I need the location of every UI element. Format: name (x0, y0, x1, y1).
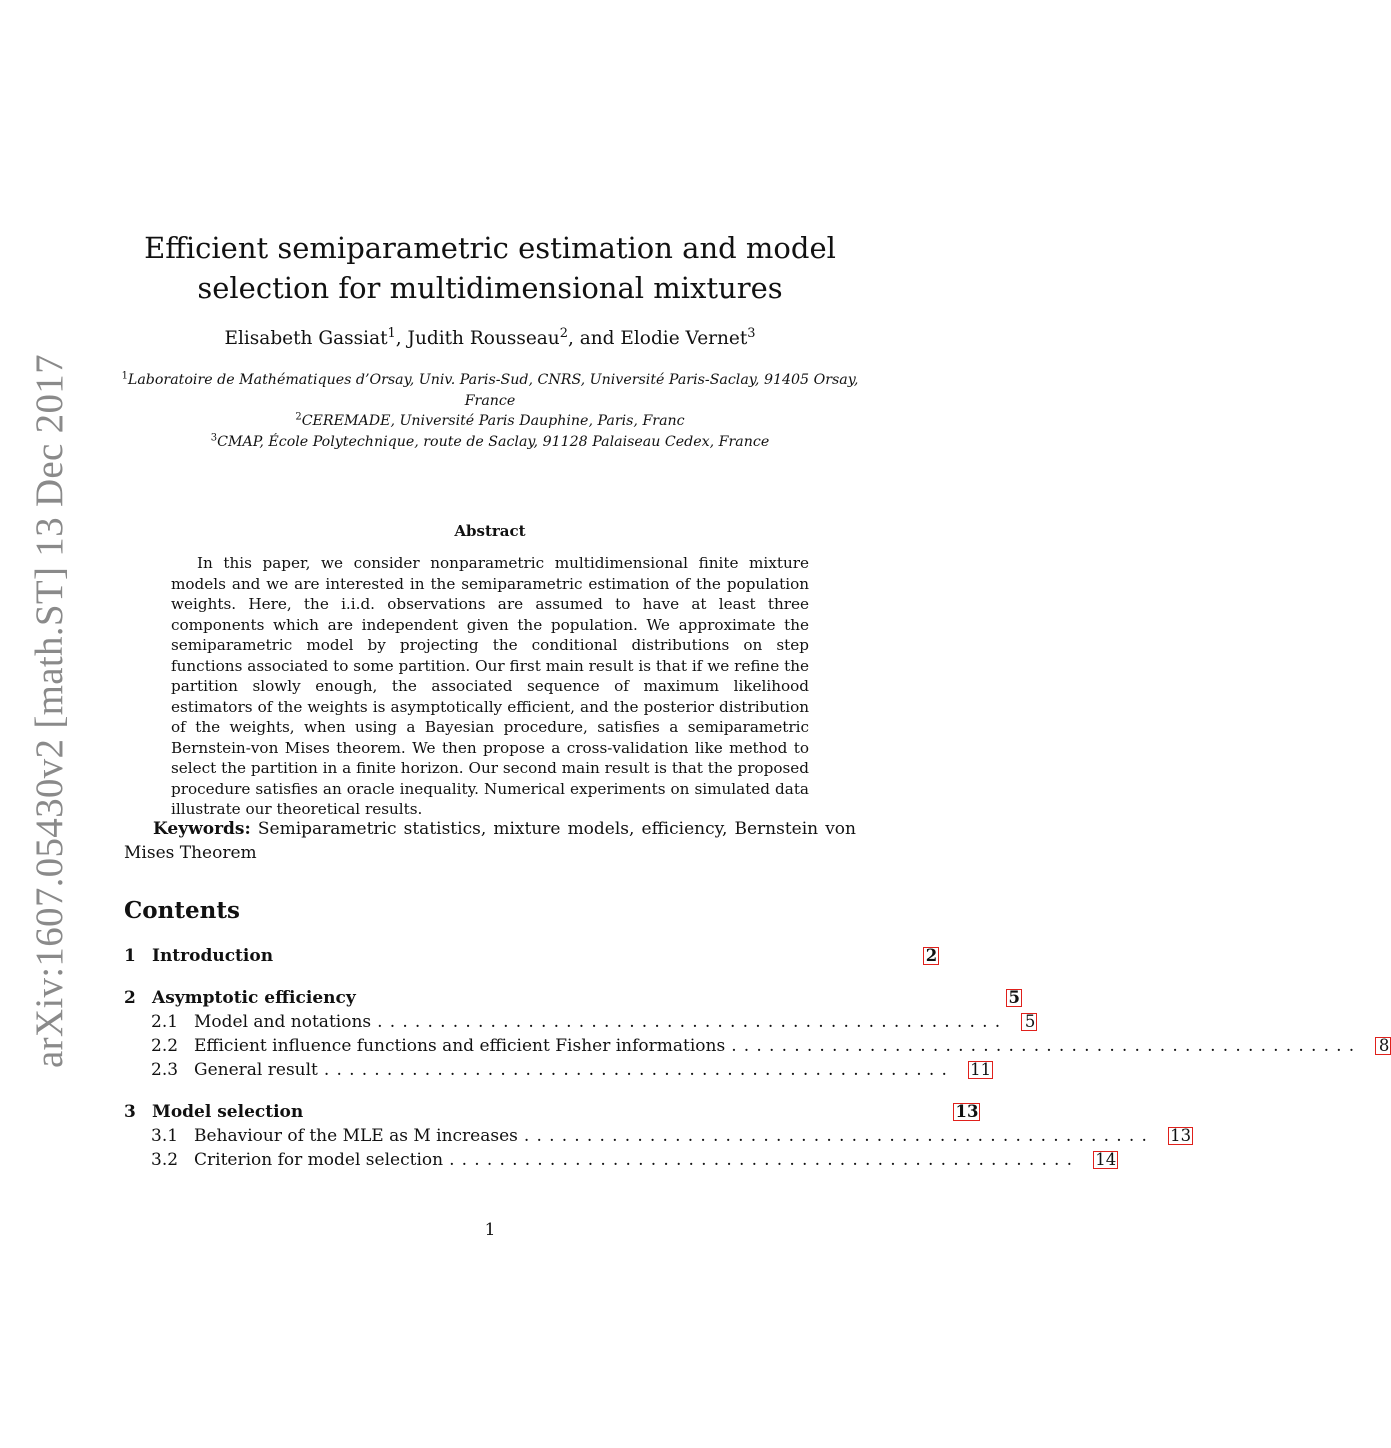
toc-page-link[interactable]: 8 (1375, 1037, 1391, 1055)
author-list (124, 326, 856, 352)
paper-title (124, 228, 856, 308)
toc-subsection-title[interactable]: General result (194, 1060, 318, 1080)
affiliation-mark: 1 (121, 370, 128, 382)
author-name: Elisabeth Gassiat (224, 328, 388, 349)
toc-subsection-criterion-for-model-selection[interactable] (124, 1148, 1117, 1172)
toc-page-link[interactable]: 2 (923, 947, 939, 965)
author-name: Elodie Vernet (620, 328, 748, 349)
toc-subsection-number: 2.2 (151, 1036, 179, 1056)
toc-section-title[interactable]: Introduction (152, 946, 274, 966)
toc-subsection-number: 3.2 (151, 1150, 179, 1170)
arxiv-identifier-stamp: arXiv:1607.05430v2 [math.ST] 13 Dec 2017 (28, 354, 71, 1068)
paper-title-line-1: Efficient semiparametric estimation and model (144, 231, 836, 265)
affiliation-item (110, 370, 870, 391)
toc-page-link[interactable]: 13 (1170, 1126, 1192, 1145)
author-separator: , (395, 328, 408, 349)
author-separator: , and (567, 328, 621, 349)
toc-section-number: 3 (124, 1102, 136, 1122)
toc-section-model-selection[interactable] (124, 1100, 979, 1124)
affiliation-text: CEREMADE, Université Paris Dauphine, Paris, Franc (301, 413, 685, 430)
toc-subsection-title[interactable]: Criterion for model selection (194, 1150, 444, 1170)
toc-section-introduction[interactable] (124, 944, 938, 968)
toc-subsection-number: 2.1 (151, 1012, 179, 1032)
toc-page-link[interactable]: 13 (955, 1102, 979, 1121)
paper-title-line-2: selection for multidimensional mixtures (197, 271, 783, 305)
keywords-paragraph (124, 817, 856, 865)
toc-leader-dots: .................................................. (731, 1036, 1362, 1056)
toc-subsection-title[interactable]: Efficient influence functions and efficient Fisher informations (194, 1036, 726, 1056)
toc-section-asymptotic-efficiency[interactable] (124, 986, 1020, 1010)
toc-subsection-behaviour-of-mle[interactable] (124, 1124, 1192, 1148)
toc-section-number: 1 (124, 946, 136, 966)
toc-page-link[interactable]: 11 (970, 1060, 992, 1079)
affiliation-mark: 2 (295, 411, 302, 423)
abstract-heading: Abstract (454, 522, 526, 540)
affiliation-item (110, 411, 870, 432)
toc-page-link[interactable]: 14 (1095, 1150, 1117, 1169)
page-number: 1 (484, 1220, 496, 1240)
keywords-text: Semiparametric statistics, mixture models, efficiency, Bernstein von Mises Theorem (124, 819, 856, 863)
toc-leader-dots: .................................................. (323, 1060, 955, 1080)
toc-section-number: 2 (124, 988, 136, 1008)
abstract-text: In this paper, we consider nonparametric multidimensional finite mixture models and we are interested in the semiparametric estimation of the population weights. Here, the i.i.d. observations are assumed to have at least three components which are independent given the population. We approximate the semiparametric model by projecting the conditional distributions on step functions associated to some partition. Our first main result is that if we refine the partition slowly enough, the associated sequence of maximum likelihood estimators of the weights is asymptotically efficient, and the posterior distribution of the weights, when using a Bayesian procedure, satisfies a semiparametric Bernstein-von Mises theorem. We then propose a cross-validation like method to select the partition in a finite horizon. Our second main result is that the proposed procedure satisfies an oracle inequality. Numerical experiments on simulated data illustrate our theoretical results. (171, 554, 809, 818)
affiliation-text: CMAP, École Polytechnique, route de Saclay, 91128 Palaiseau Cedex, France (217, 433, 770, 450)
keywords-label: Keywords: (153, 819, 251, 839)
toc-page-link[interactable]: 5 (1021, 1013, 1037, 1031)
toc-subsection-number: 3.1 (151, 1126, 179, 1146)
toc-subsection-efficient-influence-functions[interactable] (124, 1034, 1390, 1058)
toc-page-link[interactable]: 5 (1006, 989, 1022, 1007)
toc-subsection-number: 2.3 (151, 1060, 179, 1080)
toc-leader-dots: .................................................. (523, 1126, 1155, 1146)
toc-leader-dots: .................................................. (449, 1150, 1080, 1170)
affiliation-list (110, 370, 870, 452)
toc-subsection-title[interactable]: Model and notations (194, 1012, 372, 1032)
affiliation-item (110, 432, 870, 453)
toc-subsection-title[interactable]: Behaviour of the MLE as M increases (194, 1126, 518, 1146)
toc-subsection-model-and-notations[interactable] (124, 1010, 1036, 1034)
affiliation-mark: 3 (210, 432, 218, 444)
toc-section-title[interactable]: Model selection (152, 1102, 304, 1122)
table-of-contents (124, 944, 1390, 1172)
toc-leader-dots: .................................................. (377, 1012, 1008, 1032)
affiliation-text: Laboratoire de Mathématiques d’Orsay, Univ. Paris-Sud, CNRS, Université Paris-Saclay, 91405 Orsay, (127, 372, 859, 388)
author-name: Judith Rousseau (407, 328, 560, 349)
author-affiliation-mark: 1 (387, 325, 396, 341)
affiliation-item-continuation: France (464, 392, 516, 409)
contents-heading: Contents (124, 897, 240, 924)
author-affiliation-mark: 3 (747, 325, 756, 341)
author-affiliation-mark: 2 (559, 325, 568, 341)
toc-section-title[interactable]: Asymptotic efficiency (152, 988, 356, 1008)
toc-subsection-general-result[interactable] (124, 1058, 992, 1082)
